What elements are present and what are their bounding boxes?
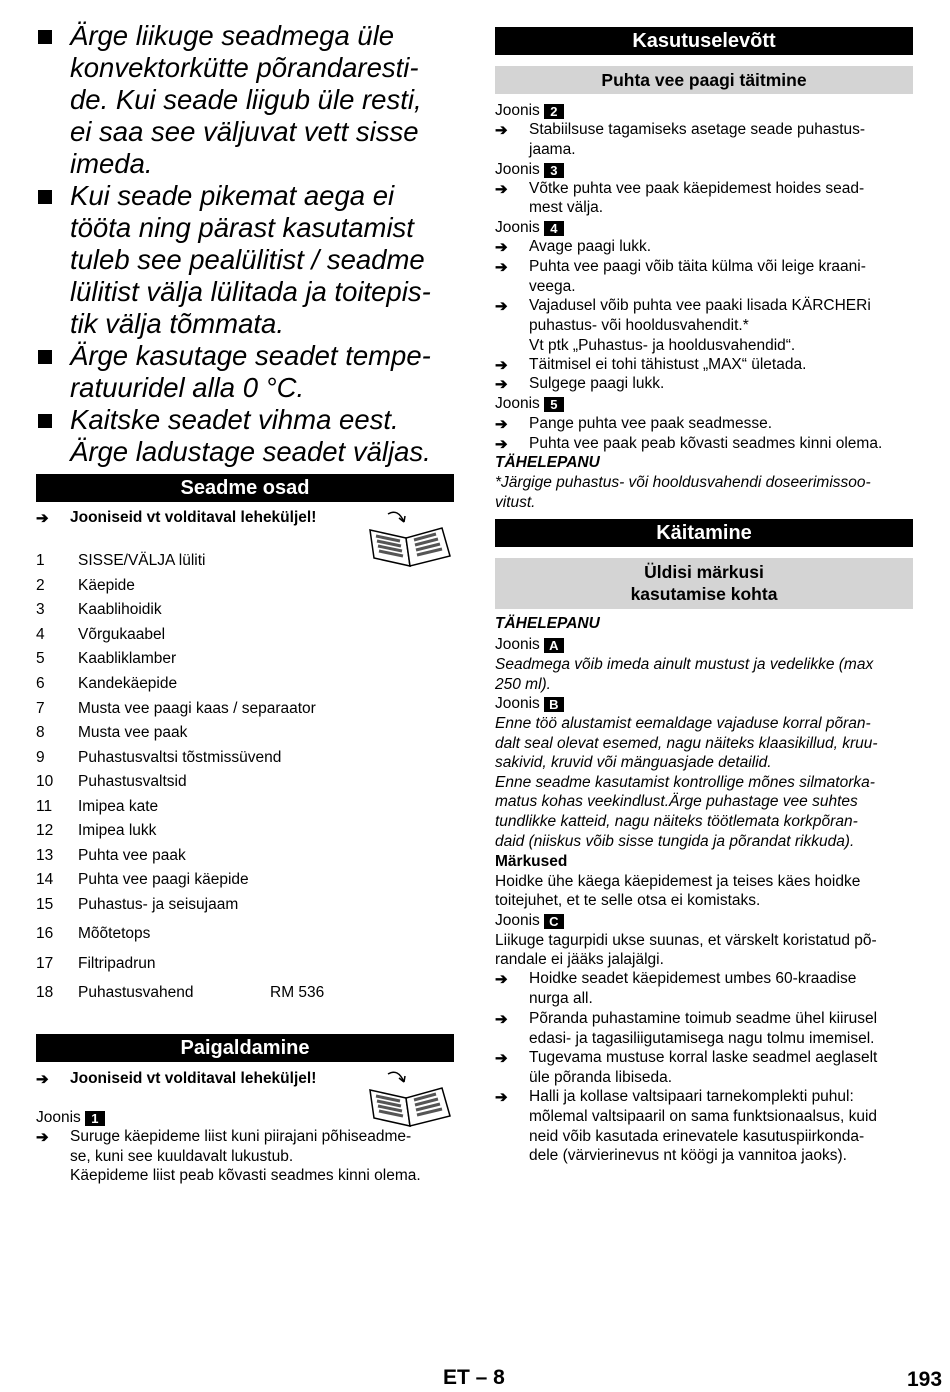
subheading-general-notes: Üldisi märkusi kasutamise kohta <box>495 558 913 609</box>
part-name: Puhastusvahend <box>78 984 194 1001</box>
arrow-icon: ➔ <box>495 376 508 393</box>
part-name: Puhta vee paagi käepide <box>78 871 249 888</box>
footer-language-page: ET – 8 <box>443 1366 505 1389</box>
part-name: Kaabliklamber <box>78 650 177 667</box>
part-name: Kandekäepide <box>78 675 178 692</box>
open-book-icon <box>366 1068 454 1128</box>
part-name: Imipea lukk <box>78 822 157 839</box>
figure-number-badge: 1 <box>85 1111 105 1126</box>
part-name: Puhta vee paak <box>78 847 186 864</box>
figure-number-badge: 4 <box>544 221 564 236</box>
arrow-icon: ➔ <box>36 1071 49 1088</box>
part-number: 2 <box>36 577 45 594</box>
footer-page-number: 193 <box>907 1368 943 1391</box>
arrow-icon: ➔ <box>495 181 508 198</box>
part-number: 11 <box>36 798 53 815</box>
note-label: TÄHELEPANU <box>495 615 600 632</box>
part-name: Puhastusvaltsid <box>78 773 187 790</box>
section-heading-setup: Kasutuselevõtt <box>495 27 913 55</box>
part-number: 7 <box>36 700 45 717</box>
part-name: Musta vee paagi kaas / separaator <box>78 700 316 717</box>
part-number: 5 <box>36 650 45 667</box>
arrow-icon: ➔ <box>495 1089 508 1106</box>
part-number: 6 <box>36 675 45 692</box>
section-heading-parts: Seadme osad <box>36 474 454 502</box>
bullet-square-icon <box>38 350 52 364</box>
arrow-icon: ➔ <box>36 510 49 527</box>
section-heading-install: Paigaldamine <box>36 1034 454 1062</box>
open-book-icon <box>366 508 454 568</box>
figure-ref: Joonis 1 <box>36 1108 105 1128</box>
part-number: 14 <box>36 871 54 888</box>
part-number: 4 <box>36 626 45 643</box>
arrow-icon: ➔ <box>495 971 508 988</box>
figure-number-badge: A <box>544 638 564 653</box>
figure-ref: Joonis 2 <box>495 101 564 121</box>
arrow-icon: ➔ <box>495 122 508 139</box>
figure-ref: Joonis B <box>495 694 564 714</box>
part-number: 3 <box>36 601 45 618</box>
parts-note: Jooniseid vt volditaval leheküljel! <box>70 509 317 526</box>
subheading-fill-tank: Puhta vee paagi täitmine <box>495 66 913 94</box>
figure-number-badge: 5 <box>544 397 564 412</box>
figure-number-badge: 3 <box>544 163 564 178</box>
figure-number-badge: C <box>544 914 564 929</box>
part-name: Musta vee paak <box>78 724 188 741</box>
part-number: 16 <box>36 925 54 942</box>
bullet-square-icon <box>38 414 52 428</box>
arrow-icon: ➔ <box>495 239 508 256</box>
part-name: Mõõtetops <box>78 925 151 942</box>
install-note: Jooniseid vt volditaval leheküljel! <box>70 1070 317 1087</box>
remarks-label: Märkused <box>495 853 568 870</box>
note-label: TÄHELEPANU <box>495 454 600 471</box>
section-heading-operation: Käitamine <box>495 519 913 547</box>
part-name: Filtripadrun <box>78 955 156 972</box>
arrow-icon: ➔ <box>495 357 508 374</box>
figure-ref: Joonis 3 <box>495 160 564 180</box>
part-number: 13 <box>36 847 54 864</box>
figure-ref: Joonis A <box>495 635 564 655</box>
arrow-icon: ➔ <box>495 298 508 315</box>
figure-ref: Joonis C <box>495 911 564 931</box>
part-name: Puhastusvaltsi tõstmissüvend <box>78 749 282 766</box>
arrow-icon: ➔ <box>36 1129 49 1146</box>
part-model: RM 536 <box>270 984 325 1001</box>
part-name: Imipea kate <box>78 798 159 815</box>
figure-ref: Joonis 4 <box>495 218 564 238</box>
part-number: 1 <box>36 552 45 569</box>
figure-number-badge: 2 <box>544 104 564 119</box>
figure-ref: Joonis 5 <box>495 394 564 414</box>
arrow-icon: ➔ <box>495 259 508 276</box>
part-number: 10 <box>36 773 54 790</box>
bullet-square-icon <box>38 190 52 204</box>
arrow-icon: ➔ <box>495 416 508 433</box>
part-name: Võrgukaabel <box>78 626 166 643</box>
part-number: 12 <box>36 822 54 839</box>
arrow-icon: ➔ <box>495 436 508 453</box>
part-number: 15 <box>36 896 54 913</box>
bullet-square-icon <box>38 30 52 44</box>
part-number: 8 <box>36 724 45 741</box>
arrow-icon: ➔ <box>495 1050 508 1067</box>
part-number: 9 <box>36 749 45 766</box>
part-number: 17 <box>36 955 54 972</box>
arrow-icon: ➔ <box>495 1011 508 1028</box>
part-name: Käepide <box>78 577 135 594</box>
figure-number-badge: B <box>544 697 564 712</box>
part-name: SISSE/VÄLJA lüliti <box>78 552 206 569</box>
part-name: Kaablihoidik <box>78 601 162 618</box>
part-number: 18 <box>36 984 54 1001</box>
part-name: Puhastus- ja seisujaam <box>78 896 239 913</box>
